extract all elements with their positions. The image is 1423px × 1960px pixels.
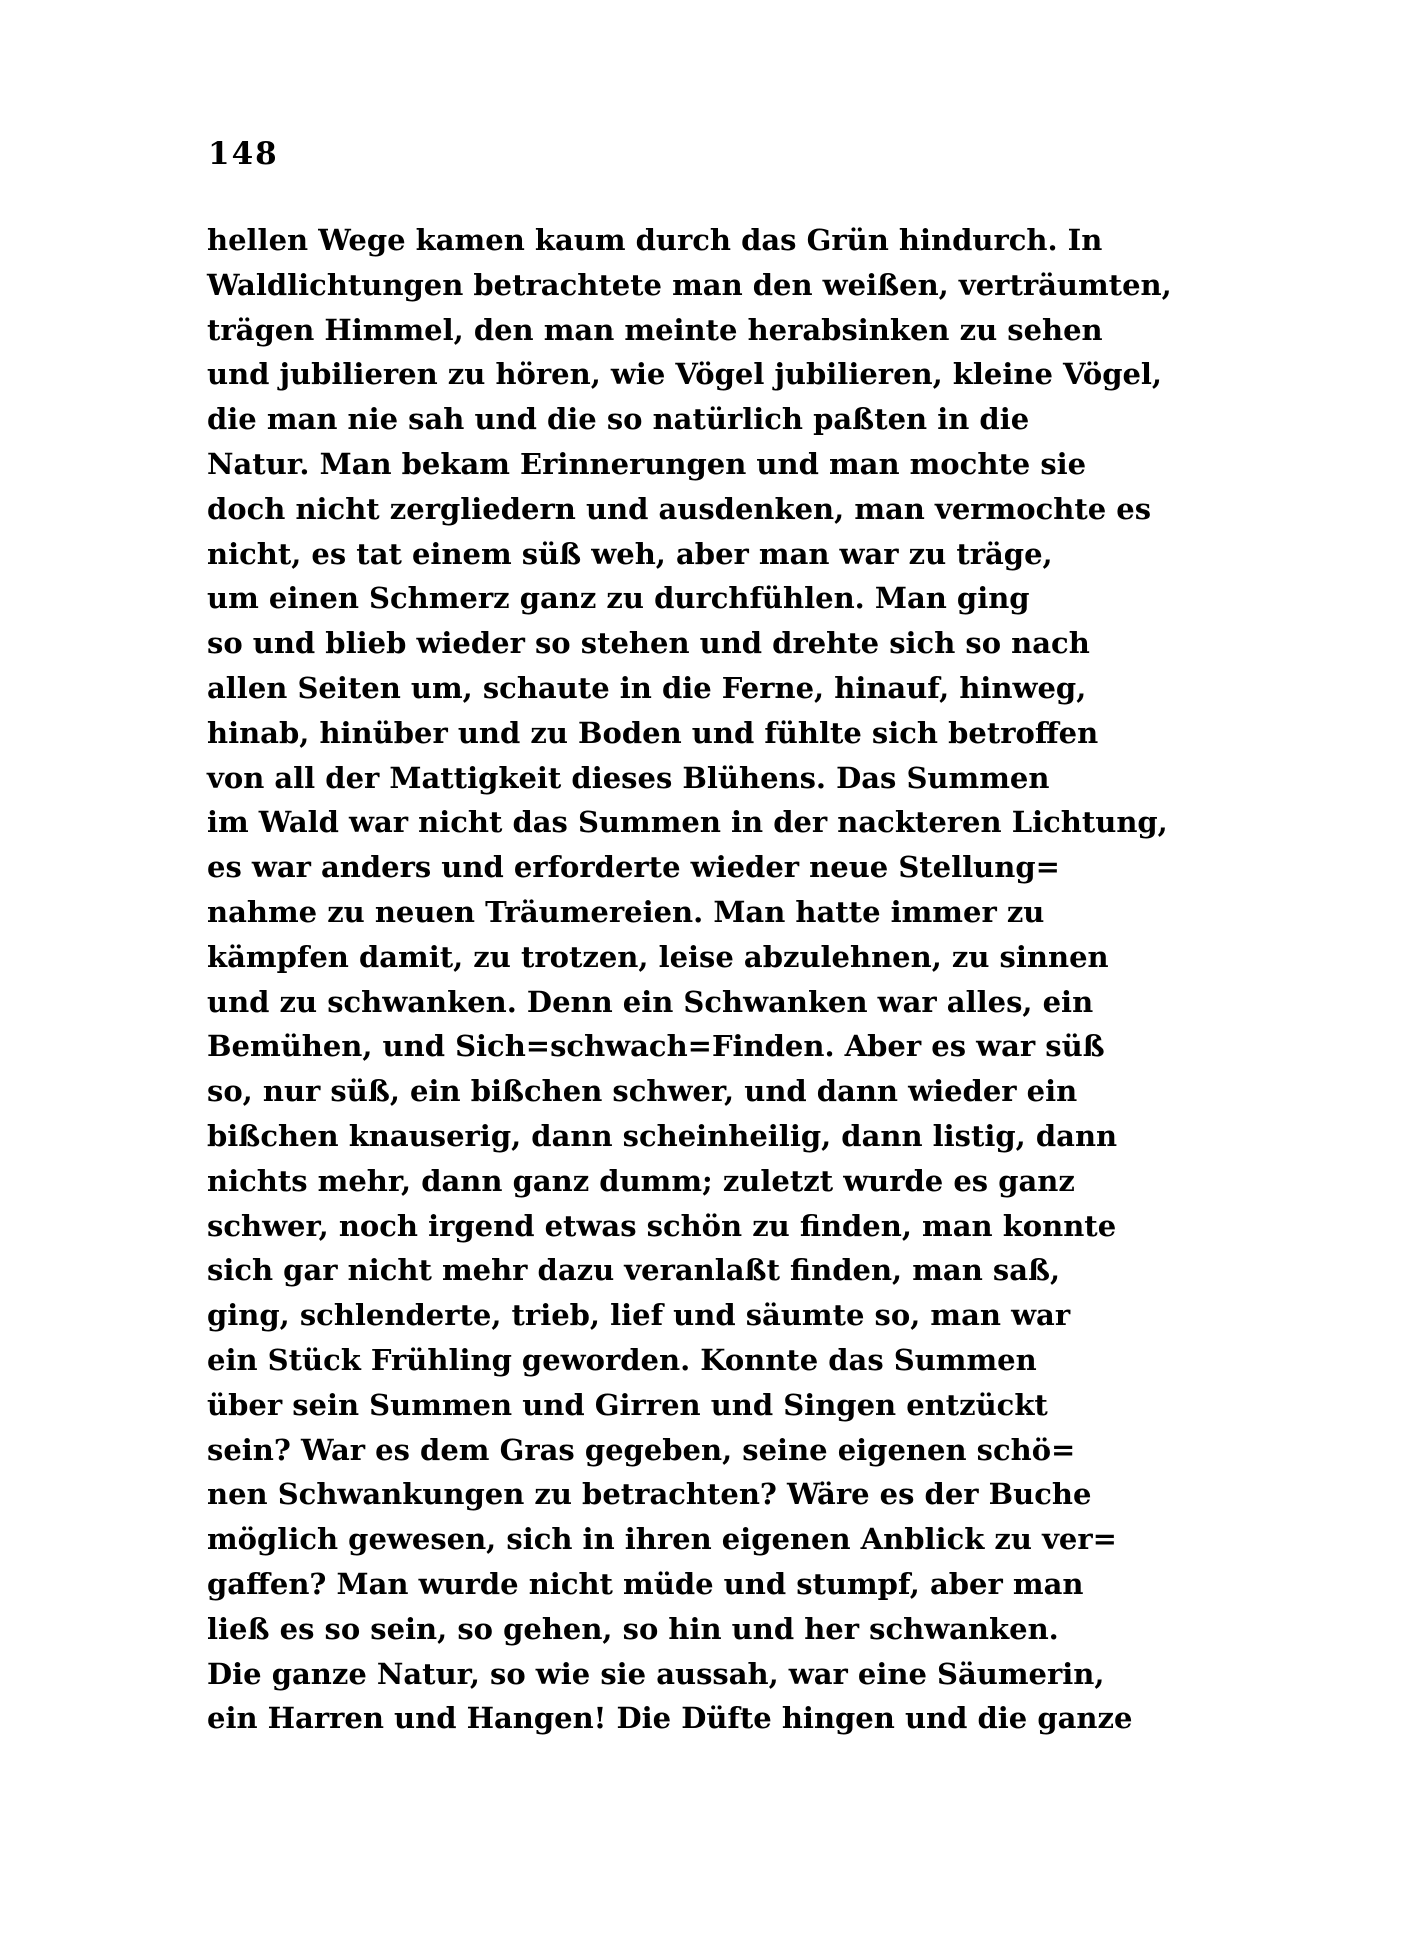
text-line: ging, schlenderte, trieb, lief und säumte so, man war [207,1298,1071,1333]
text-line: so, nur süß, ein bißchen schwer, und dann wieder ein [207,1074,1078,1109]
text-line: sein? War es dem Gras gegeben, seine eigenen schö= [207,1432,1076,1467]
text-line: ein Harren und Hangen! Die Düfte hingen und die ganze [207,1701,1133,1736]
text-line: nahme zu neuen Träumereien. Man hatte immer zu [207,894,1045,929]
text-line: ließ es so sein, so gehen, so hin und her schwanken. [207,1611,1059,1646]
text-line: nichts mehr, dann ganz dumm; zuletzt wurde es ganz [207,1163,1075,1198]
text-line: um einen Schmerz ganz zu durchfühlen. Man ging [207,581,1030,616]
text-line: die man nie sah und die so natürlich paßten in die [207,402,1030,437]
text-line: schwer, noch irgend etwas schön zu finden, man konnte [207,1208,1117,1243]
text-line: Die ganze Natur, so wie sie aussah, war eine Säumerin, [207,1656,1105,1691]
text-line: kämpfen damit, zu trotzen, leise abzulehnen, zu sinnen [207,939,1109,974]
text-line: ein Stück Frühling geworden. Konnte das Summen [207,1342,1037,1377]
text-line: möglich gewesen, sich in ihren eigenen Anblick zu ver= [207,1522,1117,1557]
text-line: hinab, hinüber und zu Boden und fühlte sich betroffen [207,715,1099,750]
body-text-block [207,218,1231,1741]
text-line: gaffen? Man wurde nicht müde und stumpf, aber man [207,1566,1084,1601]
text-line: hellen Wege kamen kaum durch das Grün hindurch. In [207,223,1103,257]
page-number: 148 [208,136,279,172]
text-line: Bemühen, und Sich=schwach=Finden. Aber es war süß [207,1029,1105,1064]
text-line: im Wald war nicht das Summen in der nackteren Lichtung, [207,805,1168,840]
text-line: Waldlichtungen betrachtete man den weißen, verträumten, [207,267,1172,302]
text-line: trägen Himmel, den man meinte herabsinken zu sehen [207,312,1103,347]
text-line: Natur. Man bekam Erinnerungen und man mochte sie [207,446,1087,481]
text-line: es war anders und erforderte wieder neue Stellung= [207,850,1060,885]
text-line: von all der Mattigkeit dieses Blühens. Das Summen [207,760,1050,795]
text-line: nicht, es tat einem süß weh, aber man war zu träge, [207,536,1053,571]
text-line: so und blieb wieder so stehen und drehte sich so nach [207,626,1090,661]
text-line: über sein Summen und Girren und Singen entzückt [207,1387,1048,1422]
text-line: nen Schwankungen zu betrachten? Wäre es der Buche [207,1477,1092,1512]
text-line: allen Seiten um, schaute in die Ferne, hinauf, hinweg, [207,670,1087,705]
text-line: und jubilieren zu hören, wie Vögel jubilieren, kleine Vögel, [207,357,1163,392]
text-line: und zu schwanken. Denn ein Schwanken war alles, ein [207,984,1094,1019]
text-line: doch nicht zergliedern und ausdenken, man vermochte es [207,491,1152,526]
text-line: sich gar nicht mehr dazu veranlaßt finden, man saß, [207,1253,1061,1288]
text-line: bißchen knauserig, dann scheinheilig, dann listig, dann [207,1118,1118,1153]
